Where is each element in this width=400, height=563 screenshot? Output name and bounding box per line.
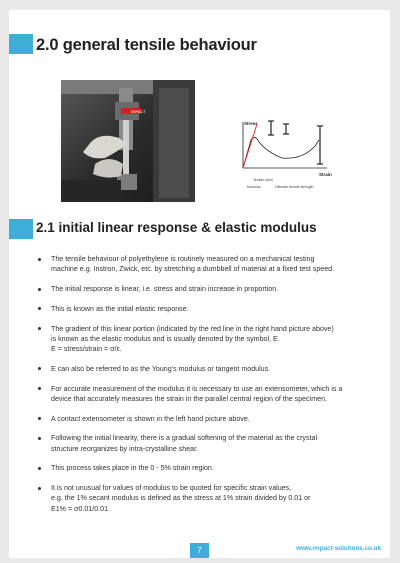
stress-strain-diagram (227, 80, 345, 202)
subheading-accent-bar (9, 219, 33, 239)
bullet-item: For accurate measurement of the modulus it is necessary to use an extensometer, which is a device that accurately measures the strain in the parallel central region of the specimen. (37, 384, 377, 404)
bullet-item: The tensile behaviour of polyethylene is routinely measured on a mechanical testing machine e.g. Instron, Zwick, etc. by stretching a dumbbell of material at a fixed test speed. (37, 254, 377, 274)
annotation-uts: Ultimate tensile strength (275, 185, 314, 189)
bullet-list (37, 254, 377, 523)
annotation-modulus: Modulus (247, 185, 261, 189)
bullet-item: The gradient of this linear portion (indicated by the red line in the right hand picture above) is known as the elastic modulus and is usually denoted by the symbol, E. E = stress/strain = σ/ε. (37, 324, 377, 355)
document-page (9, 10, 390, 558)
bullet-item: A contact extensometer is shown in the left hand picture above. (37, 414, 377, 424)
tensile-test-photo (61, 80, 195, 202)
bullet-item: This is known as the initial elastic response. (37, 304, 377, 314)
x-axis-label: Strain (319, 172, 332, 177)
website-link[interactable]: www.impact-solutions.co.uk (296, 545, 381, 552)
bullet-item: It is not unusual for values of modulus to be quoted for specific strain values, e.g. the 1% secant modulus is defined as the stress at 1% strain divided by 0.01 or E1% = σ0.01/0.01. (37, 483, 377, 514)
y-axis-label: Stress (244, 121, 258, 126)
impact-label: IMPACT (131, 109, 146, 114)
subsection-heading: 2.1 initial linear response & elastic modulus (36, 220, 317, 235)
bullet-item: The initial response is linear, i.e. stress and strain increase in proportion. (37, 284, 377, 294)
page-number: 7 (190, 543, 209, 558)
bullet-item: E can also be referred to as the Young’s modulus or tangent modulus. (37, 364, 377, 374)
heading-accent-bar (9, 34, 33, 54)
bullet-item: Following the initial linearity, there is a gradual softening of the material as the crystal structure reorganizes by intra-crystalline shear. (37, 433, 377, 453)
modulus-line (243, 124, 257, 168)
section-heading: 2.0 general tensile behaviour (36, 36, 257, 54)
bullet-item: This process takes place in the 0 - 5% strain region. (37, 463, 377, 473)
annotation-tensile-yield: Tensile yield (253, 178, 273, 182)
